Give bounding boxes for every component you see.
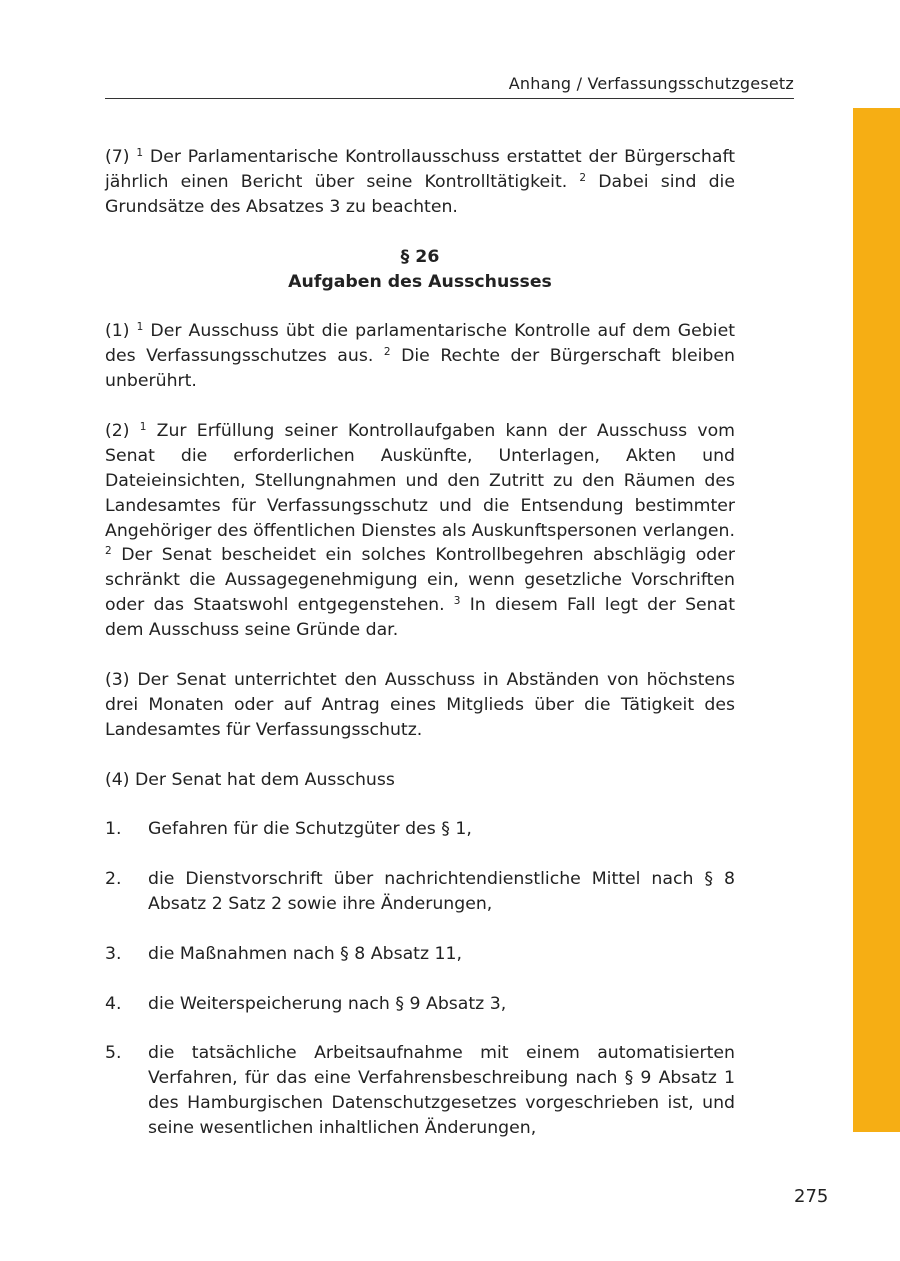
paragraph-2: (2) $^1$ Zur Erfüllung seiner Kontrollaufgaben kann der Ausschuss vom Senat die erforderlichen Auskünfte, Unterlagen, Akten und Dateieinsichten, Stellungnahmen und den Zutritt zu den Räumen des Landesamtes für Verfassungsschutz und die Entsendung bestimmter Angehöriger des öffentlichen Dienstes als Auskunftspersonen verlangen. $^2$ Der Senat bescheidet ein solches Kontrollbegehren abschlägig oder schränkt die Aussagegenehmigung ein, wenn gesetzliche Vorschriften oder das Staatswohl entgegenstehen. $^3$ In diesem Fall legt der Senat dem Ausschuss seine Gründe dar.: [105, 420, 735, 641]
list-item-number: 1.: [105, 819, 122, 840]
list-item-text: die Maßnahmen nach § 8 Absatz 11,: [148, 943, 463, 964]
enumeration-list: [105, 817, 735, 1141]
section-number: § 26: [400, 246, 440, 267]
paragraph-1: (1) $^1$ Der Ausschuss übt die parlamentarische Kontrolle auf dem Gebiet des Verfassungsschutzes aus. $^2$ Die Rechte der Bürgerschaft bleiben unberührt.: [105, 321, 735, 392]
list-item-text: Gefahren für die Schutzgüter des § 1,: [148, 819, 472, 840]
thumb-index-tab: [853, 108, 900, 1132]
paragraph-4: (4) Der Senat hat dem Ausschuss: [105, 769, 395, 790]
list-item-number: 4.: [105, 993, 122, 1014]
paragraph-7: (7) $^1$ Der Parlamentarische Kontrollausschuss erstattet der Bürgerschaft jährlich einen Bericht über seine Kontrolltätigkeit. $^2$ Dabei sind die Grundsätze des Absatzes 3 zu beachten.: [105, 147, 736, 217]
list-item-text: die Dienstvorschrift über nachrichtendienstliche Mittel nach § 8 Absatz 2 Satz 2 sowie ihre Änderungen,: [148, 869, 735, 915]
running-header: Anhang / Verfassungsschutzgesetz: [508, 74, 794, 93]
list-item: [105, 992, 735, 1017]
list-item-number: 2.: [105, 869, 122, 890]
header-rule: [105, 98, 794, 99]
section-title: Aufgaben des Ausschusses: [288, 271, 552, 292]
paragraph-3: (3) Der Senat unterrichtet den Ausschuss in Abständen von höchstens drei Monaten oder auf Antrag eines Mitglieds über die Tätigkeit des Landesamtes für Verfassungsschutz.: [105, 669, 735, 740]
list-item-text: die Weiterspeicherung nach § 9 Absatz 3,: [148, 993, 507, 1014]
list-item: [105, 817, 735, 842]
list-item-number: 3.: [105, 943, 122, 964]
list-item-text: die tatsächliche Arbeitsaufnahme mit einem automatisierten Verfahren, für das eine Verfahrensbeschreibung nach § 9 Absatz 1 des Hamburgischen Datenschutzgesetzes vorgeschrieben ist, und seine wesentlichen inhaltlichen Änderungen,: [148, 1043, 735, 1139]
list-item: [105, 1041, 735, 1141]
list-item-number: 5.: [105, 1043, 122, 1064]
list-item: [105, 867, 735, 917]
list-item: [105, 942, 735, 967]
page-body: [105, 145, 735, 1166]
page-number: 275: [794, 1186, 829, 1207]
section-heading: [105, 245, 735, 295]
